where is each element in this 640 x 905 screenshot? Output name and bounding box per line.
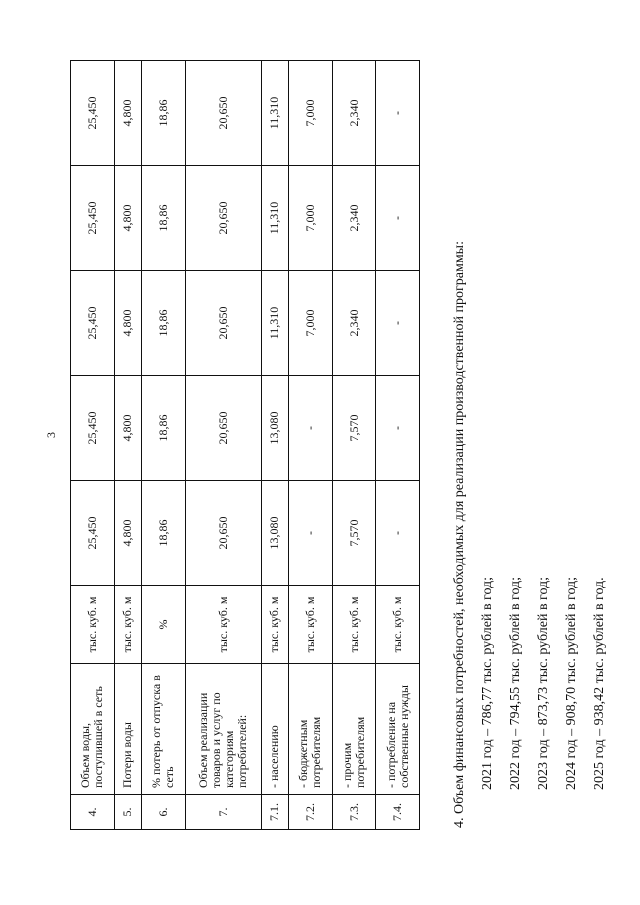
row-name: - населению (261, 664, 288, 795)
row-value: 13,080 (261, 376, 288, 481)
row-unit: тыс. куб. м (185, 586, 261, 664)
table-row (142, 61, 186, 830)
row-name: Потери воды (114, 664, 141, 795)
row-value: 13,080 (261, 481, 288, 586)
row-number: 7. (185, 795, 261, 830)
row-value: 4,800 (114, 166, 141, 271)
row-unit: тыс. куб. м (71, 586, 115, 664)
year-line: 2021 год – 786,77 тыс. рублей в год; (480, 576, 495, 790)
row-number: 5. (114, 795, 141, 830)
table-row (376, 61, 420, 830)
year-line: 2024 год – 908,70 тыс. рублей в год; (564, 576, 579, 790)
row-value: 18,86 (142, 376, 186, 481)
row-value: 20,650 (185, 166, 261, 271)
row-value: 20,650 (185, 271, 261, 376)
row-value: 2,340 (332, 271, 376, 376)
row-value: 20,650 (185, 61, 261, 166)
row-number: 6. (142, 795, 186, 830)
row-value: 25,450 (71, 61, 115, 166)
table-row (261, 61, 288, 830)
row-value: 25,450 (71, 271, 115, 376)
row-value: 25,450 (71, 166, 115, 271)
row-value: 18,86 (142, 61, 186, 166)
row-value: 20,650 (185, 376, 261, 481)
table-row (114, 61, 141, 830)
table-row (71, 61, 115, 830)
row-name: Объем реализации товаров и услуг по категориям потребителей: (185, 664, 261, 795)
row-number: 4. (71, 795, 115, 830)
row-name: % потерь от отпуска в сеть (142, 664, 186, 795)
row-value: 7,000 (289, 61, 333, 166)
row-name: - потребление на собственные нужды (376, 664, 420, 795)
row-unit: тыс. куб. м (289, 586, 333, 664)
row-value: 7,000 (289, 166, 333, 271)
row-number: 7.2. (289, 795, 333, 830)
row-number: 7.4. (376, 795, 420, 830)
row-unit: тыс. куб. м (261, 586, 288, 664)
row-value: 18,86 (142, 271, 186, 376)
section-title: 4. Объем финансовых потребностей, необходимых для реализации производственной программы: (452, 241, 467, 828)
financial-needs-section (446, 68, 614, 828)
table-row (332, 61, 376, 830)
row-unit: тыс. куб. м (376, 586, 420, 664)
row-value: 25,450 (71, 376, 115, 481)
row-value: - (376, 376, 420, 481)
rotated-content (70, 60, 610, 830)
row-name: Объем воды, поступившей в сеть (71, 664, 115, 795)
row-value: 25,450 (71, 481, 115, 586)
row-value: 4,800 (114, 481, 141, 586)
row-value: 7,000 (289, 271, 333, 376)
landscape-page (70, 60, 610, 830)
row-unit: тыс. куб. м (332, 586, 376, 664)
row-value: 11,310 (261, 271, 288, 376)
year-line: 2022 год – 794,55 тыс. рублей в год; (508, 576, 523, 790)
year-line: 2025 год – 938,42 тыс. рублей в год. (592, 577, 607, 790)
page-number: 3 (44, 432, 58, 438)
row-value: - (289, 481, 333, 586)
row-value: - (376, 166, 420, 271)
row-unit: % (142, 586, 186, 664)
table-row (185, 61, 261, 830)
row-name: - бюджетным потребителям (289, 664, 333, 795)
row-number: 7.3. (332, 795, 376, 830)
row-number: 7.1. (261, 795, 288, 830)
row-value: - (376, 481, 420, 586)
row-value: 4,800 (114, 271, 141, 376)
year-line: 2023 год – 873,73 тыс. рублей в год; (536, 576, 551, 790)
row-value: 20,650 (185, 481, 261, 586)
row-value: 4,800 (114, 376, 141, 481)
row-name: - прочим потребителям (332, 664, 376, 795)
row-value: 7,570 (332, 376, 376, 481)
row-unit: тыс. куб. м (114, 586, 141, 664)
water-volume-table (70, 60, 420, 830)
row-value: - (289, 376, 333, 481)
row-value: 2,340 (332, 166, 376, 271)
row-value: 4,800 (114, 61, 141, 166)
row-value: 11,310 (261, 61, 288, 166)
row-value: 18,86 (142, 481, 186, 586)
row-value: 18,86 (142, 166, 186, 271)
table-row (289, 61, 333, 830)
row-value: 2,340 (332, 61, 376, 166)
row-value: 7,570 (332, 481, 376, 586)
row-value: 11,310 (261, 166, 288, 271)
row-value: - (376, 271, 420, 376)
row-value: - (376, 61, 420, 166)
